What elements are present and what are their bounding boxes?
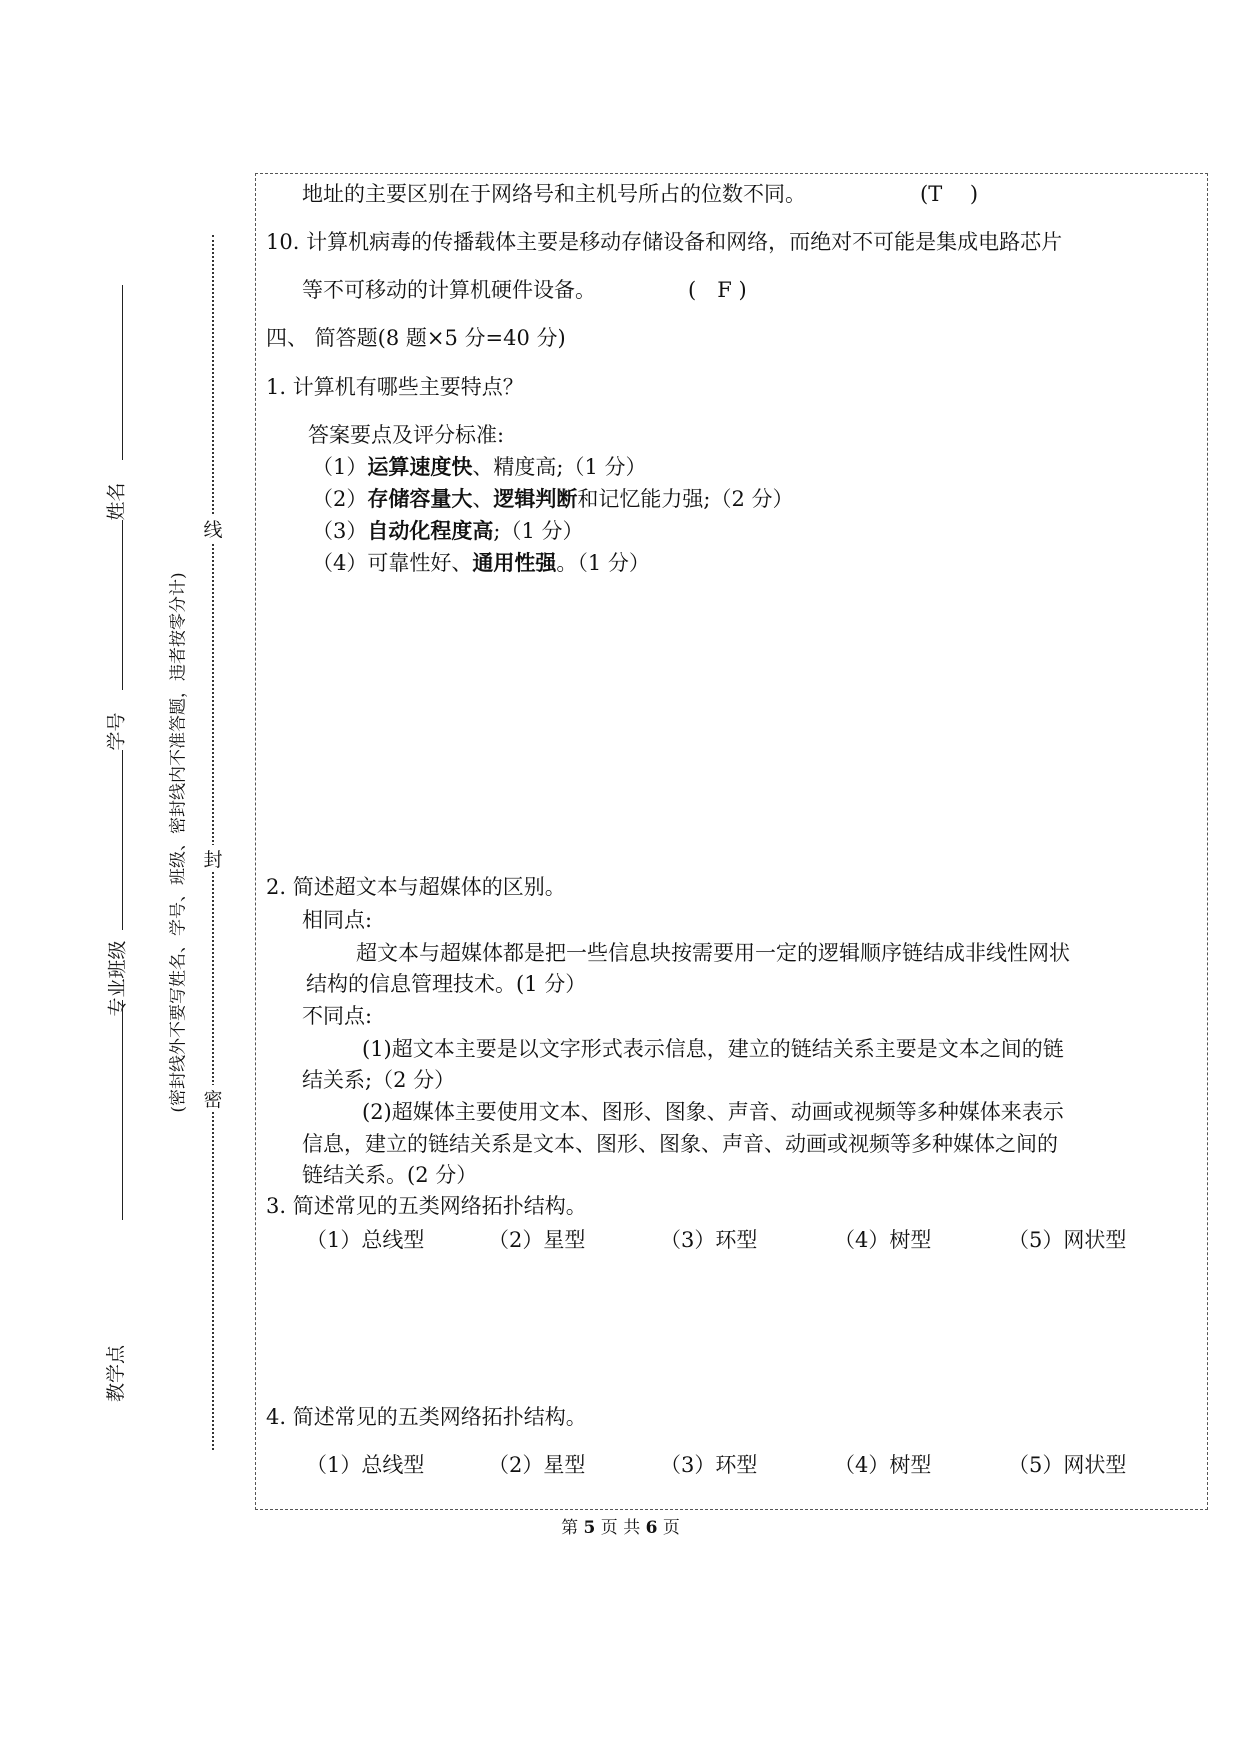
seal-mark-seal: 封 — [202, 845, 224, 872]
seal-mark-close: 密 — [202, 1085, 224, 1112]
q3-option-5: （5）网状型 — [1008, 1228, 1127, 1252]
question-4: 4. 简述常见的五类网络拓扑结构。 — [266, 1405, 587, 1429]
name-label: 姓名 — [105, 482, 128, 521]
q2-diff-1-line-2: 结关系;（2 分） — [302, 1068, 456, 1092]
page-footer: 第 5 页 共 6 页 — [561, 1518, 680, 1538]
q4-option-5: （5）网状型 — [1008, 1453, 1127, 1477]
question-2: 2. 简述超文本与超媒体的区别。 — [266, 875, 566, 899]
binding-notice: (密封线外不要写姓名、学号、班级、密封线内不准答题，违者按零分计) — [168, 572, 189, 1113]
q3-option-3: （3）环型 — [660, 1228, 758, 1252]
q2-diff-1-line-1: (1)超文本主要是以文字形式表示信息，建立的链结关系主要是文本之间的链 — [362, 1037, 1064, 1061]
q2-diff-heading: 不同点: — [302, 1004, 373, 1028]
q1-answer-1: （1）运算速度快、精度高;（1 分） — [312, 454, 647, 479]
student-id-label: 学号 — [105, 712, 128, 751]
current-page: 5 — [583, 1518, 596, 1538]
class-underline — [122, 750, 123, 930]
q1-answer-4: （4）可靠性好、通用性强。（1 分） — [312, 550, 650, 575]
q2-diff-2-line-3: 链结关系。(2 分） — [302, 1163, 478, 1187]
q4-option-3: （3）环型 — [660, 1453, 758, 1477]
q2-diff-2-line-2: 信息，建立的链结关系是文本、图形、图象、声音、动画或视频等多种媒体之间的 — [302, 1132, 1058, 1156]
q3-option-4: （4）树型 — [834, 1228, 932, 1252]
q2-same-line-1: 超文本与超媒体都是把一些信息块按需要用一定的逻辑顺序链结成非线性网状 — [356, 941, 1070, 965]
q1-answer-2: （2）存储容量大、逻辑判断和记忆能力强;（2 分） — [312, 486, 794, 511]
q2-diff-2-line-1: (2)超媒体主要使用文本、图形、图象、声音、动画或视频等多种媒体来表示 — [362, 1100, 1064, 1124]
question-1: 1. 计算机有哪些主要特点？ — [266, 375, 524, 399]
seal-dotted-line — [212, 235, 214, 1450]
center-label: 教学点 — [105, 1344, 128, 1403]
q4-option-2: （2）星型 — [488, 1453, 586, 1477]
question-10-answer: ( F ) — [688, 278, 747, 302]
q1-answer-heading: 答案要点及评分标准: — [308, 423, 505, 447]
question-10-line-2: 等不可移动的计算机硬件设备。 — [302, 278, 596, 302]
q4-option-4: （4）树型 — [834, 1453, 932, 1477]
prev-question-line: 地址的主要区别在于网络号和主机号所占的位数不同。 — [302, 182, 806, 206]
question-3: 3. 简述常见的五类网络拓扑结构。 — [266, 1194, 587, 1218]
q2-same-heading: 相同点: — [302, 908, 373, 932]
student-id-underline — [122, 520, 123, 690]
name-underline — [122, 285, 123, 460]
class-label: 专业班级 — [106, 940, 129, 1017]
prev-question-answer: (T ) — [920, 182, 979, 206]
q2-same-line-2: 结构的信息管理技术。(1 分） — [306, 972, 587, 996]
q1-answer-3: （3）自动化程度高;（1 分） — [312, 518, 584, 543]
center-underline — [122, 1000, 123, 1220]
q4-option-1: （1）总线型 — [306, 1453, 425, 1477]
q3-option-1: （1）总线型 — [306, 1228, 425, 1252]
section-4-heading: 四、 简答题(8 题×5 分=40 分) — [266, 326, 566, 350]
question-10-line-1: 10. 计算机病毒的传播载体主要是移动存储设备和网络，而绝对不可能是集成电路芯片 — [266, 230, 1063, 254]
total-pages: 6 — [645, 1518, 658, 1538]
seal-mark-line: 线 — [202, 515, 224, 542]
q3-option-2: （2）星型 — [488, 1228, 586, 1252]
